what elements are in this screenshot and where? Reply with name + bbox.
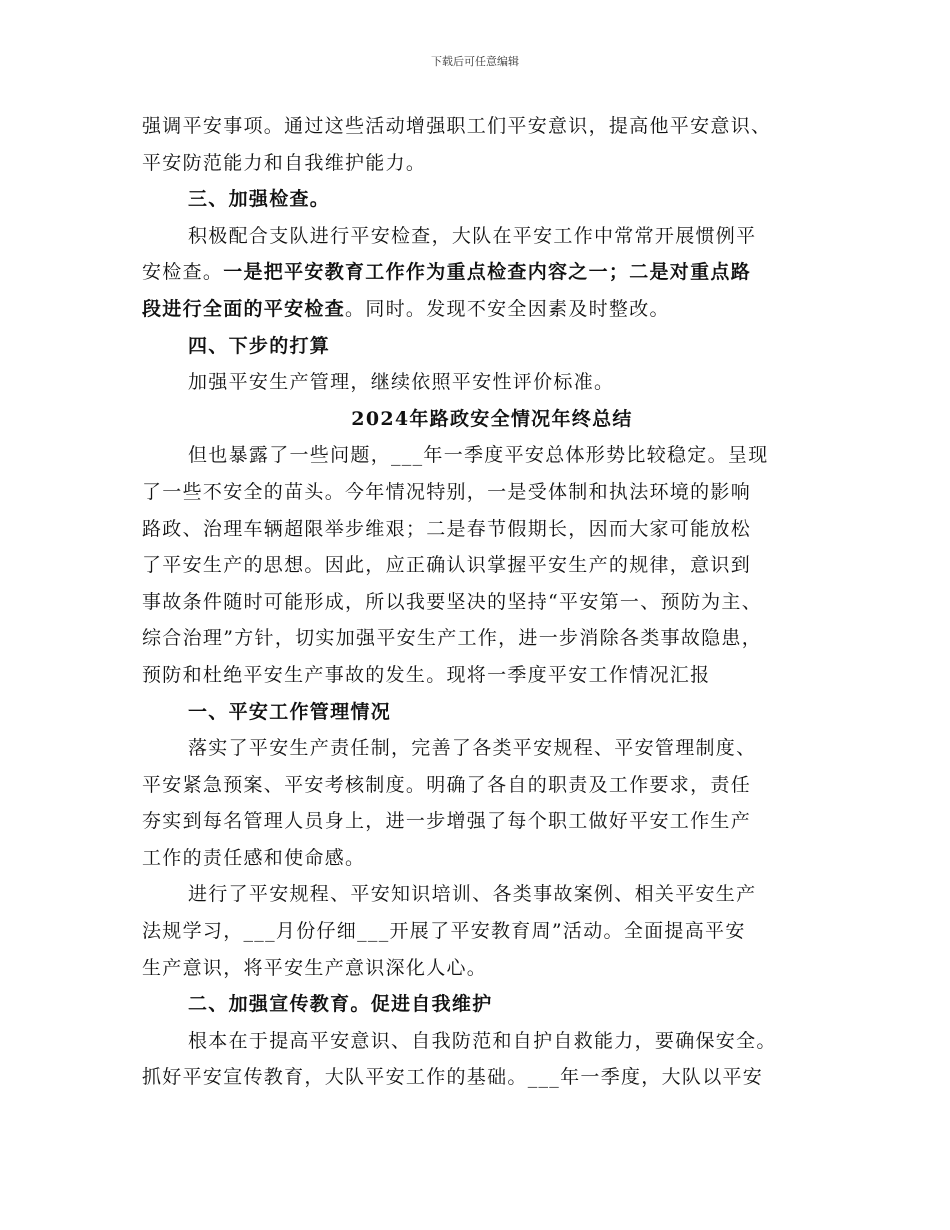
section-heading: 三、加强检查。 [188, 188, 331, 211]
body-line: 了平安生产的思想。因此，应正确认识掌握平安生产的规律，意识到 [142, 554, 752, 577]
body-line: 根本在于提高平安意识、自我防范和自护自救能力，要确保安全。 [188, 1029, 777, 1052]
body-line: 强调平安事项。通过这些活动增强职工们平安意识，提高他平安意识、 [142, 115, 772, 137]
body-line: 路政、治理车辆超限举步维艰；二是春节假期长，因而大家可能放松 [142, 517, 752, 540]
body-line: 积极配合支队进行平安检查，大队在平安工作中常常开展惯例平 [188, 224, 757, 247]
document-body [142, 108, 822, 1096]
section-heading: 一、平安工作管理情况 [188, 700, 392, 723]
body-line: 进行了平安规程、平安知识培训、各类事故案例、相关平安生产 [188, 883, 757, 906]
document-title: 2024年路政安全情况年终总结 [351, 407, 633, 430]
body-line: 夯实到每名管理人员身上，进一步增强了每个职工做好平安工作生产 [142, 810, 752, 833]
bold-text: 段进行全面的平安检查 [142, 297, 346, 320]
body-line: 工作的责任感和使命感。 [142, 846, 366, 869]
body-line: 但也暴露了一些问题，___年一季度平安总体形势比较稳定。呈现 [188, 444, 769, 467]
body-line: 事故条件随时可能形成，所以我要坚决的坚持“平安第一、预防为主、 [142, 590, 763, 613]
body-line: 落实了平安生产责任制，完善了各类平安规程、平安管理制度、 [188, 737, 757, 760]
section-heading: 四、下步的打算 [188, 334, 331, 357]
line-text: 安检查。 [142, 261, 224, 284]
body-line: 了一些不安全的苗头。今年情况特别，一是受体制和执法环境的影响 [142, 480, 752, 503]
body-line: 综合治理”方针，切实加强平安生产工作，进一步消除各类事故隐患， [142, 627, 763, 650]
body-line: 法规学习，___月份仔细___开展了平安教育周”活动。全面提高平安 [142, 920, 746, 943]
body-line: 预防和杜绝平安生产事故的发生。现将一季度平安工作情况汇报 [142, 663, 711, 686]
line-text: 。同时。发现不安全因素及时整改。 [345, 297, 670, 320]
page-header: 下载后可任意编辑 [431, 55, 519, 68]
body-line [142, 291, 822, 328]
body-line: 加强平安生产管理，继续依照平安性评价标准。 [188, 371, 615, 394]
bold-text: 一是把平安教育工作作为重点检查内容之一；二是对重点路 [223, 261, 752, 284]
body-line [142, 254, 822, 291]
body-line: 平安防范能力和自我维护能力。 [142, 151, 427, 174]
body-line: 生产意识，将平安生产意识深化人心。 [142, 956, 488, 979]
body-line: 平安紧急预案、平安考核制度。明确了各自的职责及工作要求，责任 [142, 773, 752, 796]
section-heading: 二、加强宣传教育。促进自我维护 [188, 993, 493, 1016]
body-line: 抓好平安宣传教育，大队平安工作的基础。___年一季度，大队以平安 [142, 1066, 764, 1089]
